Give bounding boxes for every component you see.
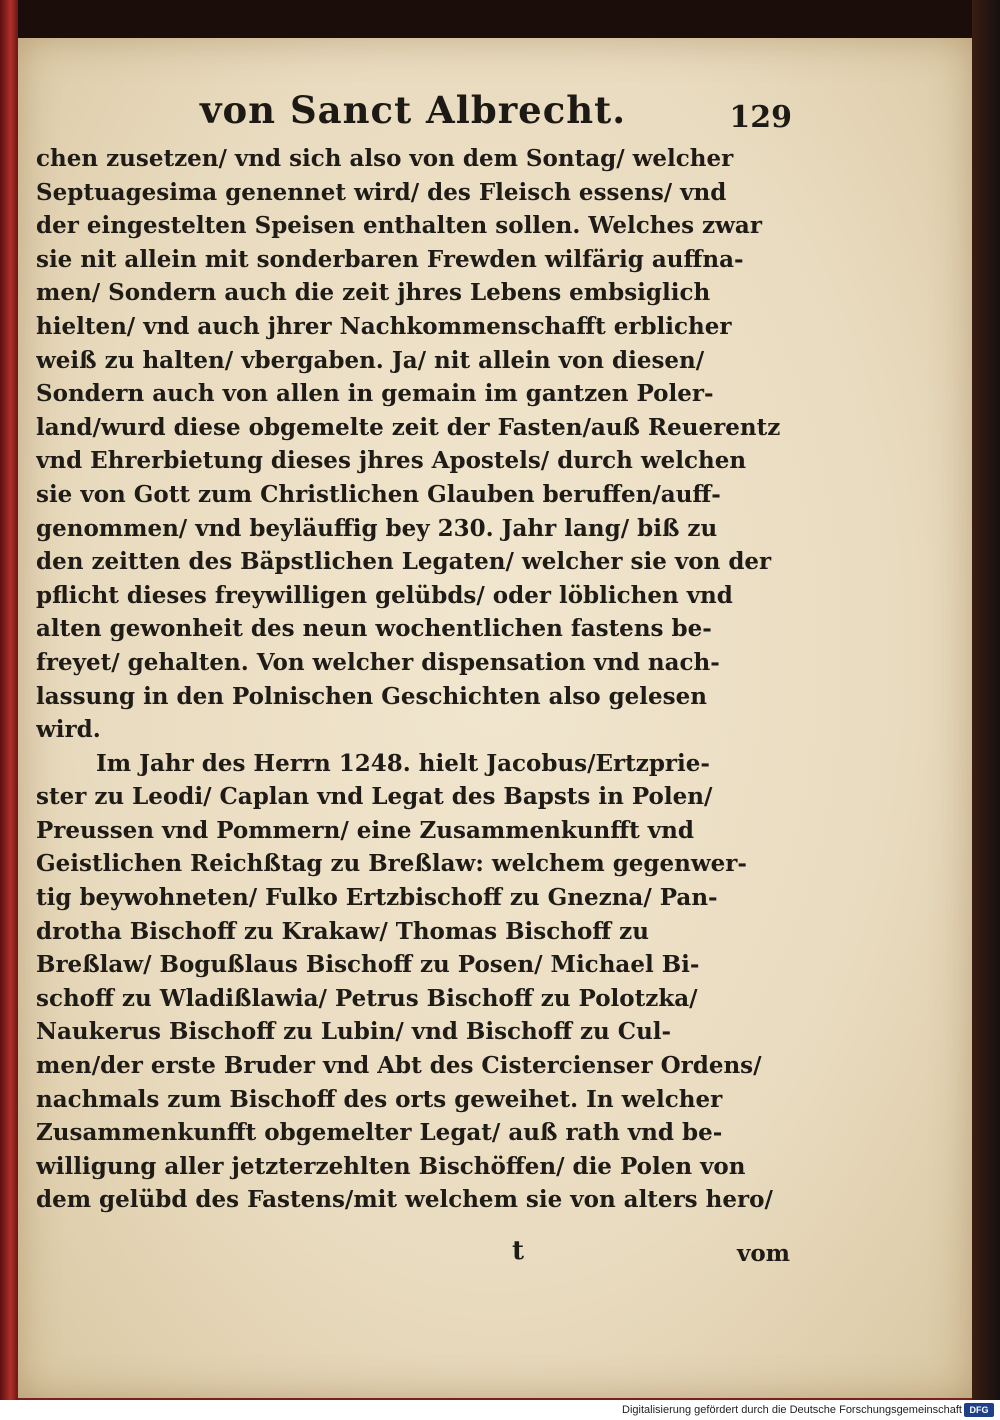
right-edge	[972, 0, 1000, 1400]
dfg-logo: DFG	[964, 1403, 994, 1417]
text-line: Zusammenkunfft obgemelter Legat/ auß rath vnd be-	[36, 1119, 723, 1147]
text-line: nachmals zum Bischoff des orts geweihet. In welcher	[36, 1085, 723, 1113]
text-line: genommen/ vnd beyläuffig bey 230. Jahr lang/ biß zu	[36, 514, 718, 542]
body-text	[36, 142, 786, 1262]
text-line: lassung in den Polnischen Geschichten also gelesen	[36, 682, 707, 710]
signature-mark: t	[512, 1236, 525, 1266]
page-number: 129	[729, 100, 792, 135]
catchword: vom	[736, 1240, 790, 1267]
text-line: vnd Ehrerbietung dieses jhres Apostels/ durch welchen	[36, 447, 747, 475]
text-line: Im Jahr des Herrn 1248. hielt Jacobus/Ertzprie-	[96, 749, 710, 777]
running-head: von Sanct Albrecht.	[200, 88, 627, 132]
text-line: land/wurd diese obgemelte zeit der Fasten/auß Reuerentz	[36, 413, 781, 441]
text-line: men/ Sondern auch die zeit jhres Lebens embsiglich	[36, 279, 711, 307]
text-line: Septuagesima genennet wird/ des Fleisch essens/ vnd	[36, 178, 727, 206]
text-line: Geistlichen Reichßtag zu Breßlaw: welchem gegenwer-	[36, 850, 747, 878]
text-line: schoff zu Wladißlawia/ Petrus Bischoff zu Polotzka/	[36, 984, 698, 1012]
text-line: weiß zu halten/ vbergaben. Ja/ nit allein von diesen/	[36, 346, 705, 374]
text-line: alten gewonheit des neun wochentlichen fastens be-	[36, 615, 712, 643]
text-line: willigung aller jetzterzehlten Bischöffen/ die Polen von	[36, 1152, 746, 1180]
text-line: ster zu Leodi/ Caplan vnd Legat des Bapsts in Polen/	[36, 783, 713, 811]
text-line: Breßlaw/ Bogußlaus Bischoff zu Posen/ Michael Bi-	[36, 951, 700, 979]
text-line: sie von Gott zum Christlichen Glauben beruffen/auff-	[36, 480, 721, 508]
text-line: men/der erste Bruder vnd Abt des Cistercienser Ordens/	[36, 1052, 762, 1080]
book-binding	[0, 0, 18, 1400]
text-line: Sondern auch von allen in gemain im gantzen Poler-	[36, 380, 714, 408]
text-line: wird.	[36, 716, 101, 744]
text-line: Naukerus Bischoff zu Lubin/ vnd Bischoff zu Cul-	[36, 1018, 672, 1046]
text-line: hielten/ vnd auch jhrer Nachkommenschafft erblicher	[36, 312, 732, 340]
text-line: tig beywohneten/ Fulko Ertzbischoff zu Gnezna/ Pan-	[36, 884, 718, 912]
text-line: den zeitten des Bäpstlichen Legaten/ welcher sie von der	[36, 548, 772, 576]
text-line: der eingestelten Speisen enthalten sollen. Welches zwar	[36, 212, 762, 240]
text-line: dem gelübd des Fastens/mit welchem sie von alters hero/	[36, 1186, 773, 1214]
text-line: chen zusetzen/ vnd sich also von dem Sontag/ welcher	[36, 145, 734, 172]
top-edge	[0, 0, 1000, 40]
text-line: Preussen vnd Pommern/ eine Zusammenkunfft vnd	[36, 816, 694, 844]
footer-credit: Digitalisierung gefördert durch die Deutsche Forschungsgemeinschaft	[622, 1404, 962, 1416]
text-line: pflicht dieses freywilligen gelübds/ oder löblichen vnd	[36, 581, 733, 609]
text-line: sie nit allein mit sonderbaren Frewden wilfärig auffna-	[36, 245, 744, 273]
text-line: drotha Bischoff zu Krakaw/ Thomas Bischoff zu	[36, 917, 649, 945]
text-line: freyet/ gehalten. Von welcher dispensation vnd nach-	[36, 648, 720, 676]
